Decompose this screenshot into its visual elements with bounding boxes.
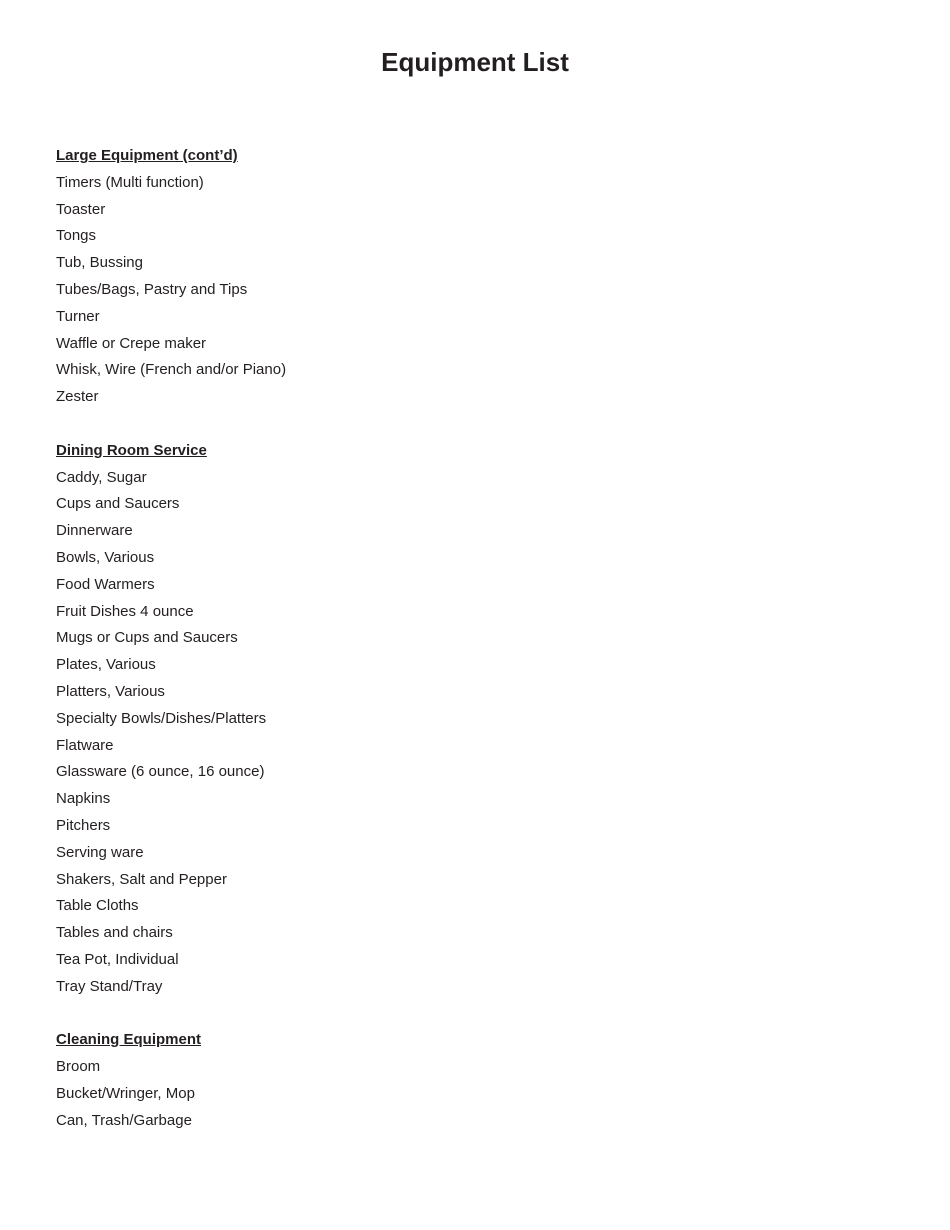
list-item: Mugs or Cups and Saucers — [56, 629, 238, 647]
list-item: Plates, Various — [56, 656, 156, 674]
list-item: Fruit Dishes 4 ounce — [56, 602, 194, 620]
list-item: Tub, Bussing — [56, 254, 143, 272]
list-item: Bucket/Wringer, Mop — [56, 1084, 195, 1102]
list-item: Platters, Various — [56, 682, 165, 700]
section-heading: Cleaning Equipment — [56, 1031, 202, 1049]
list-item: Tongs — [56, 227, 97, 245]
list-item: Glassware (6 ounce, 16 ounce) — [56, 763, 265, 781]
equipment-section — [56, 143, 286, 411]
list-item: Dinnerware — [56, 522, 133, 540]
list-item: Tubes/Bags, Pastry and Tips — [56, 280, 248, 298]
list-item: Broom — [56, 1058, 101, 1076]
equipment-section — [56, 1027, 286, 1134]
list-item: Shakers, Salt and Pepper — [56, 870, 227, 888]
list-item: Pitchers — [56, 816, 111, 834]
list-item: Food Warmers — [56, 575, 155, 593]
list-item: Flatware — [56, 736, 114, 754]
equipment-section — [56, 438, 286, 1001]
list-item: Turner — [56, 307, 100, 325]
list-item: Table Cloths — [56, 897, 139, 915]
list-item: Tray Stand/Tray — [56, 977, 163, 995]
list-item: Caddy, Sugar — [56, 468, 147, 486]
list-item: Tables and chairs — [56, 924, 173, 942]
list-item: Timers (Multi function) — [56, 173, 204, 191]
list-item: Toaster — [56, 200, 106, 218]
list-item: Napkins — [56, 790, 111, 808]
list-item: Serving ware — [56, 843, 144, 861]
list-item: Zester — [56, 388, 99, 406]
list-item: Tea Pot, Individual — [56, 950, 179, 968]
list-item: Waffle or Crepe maker — [56, 334, 207, 352]
list-item: Can, Trash/Garbage — [56, 1111, 192, 1129]
equipment-list — [56, 143, 286, 1161]
section-heading: Large Equipment (cont’d) — [56, 147, 238, 164]
list-item: Bowls, Various — [56, 548, 155, 566]
section-heading: Dining Room Service — [56, 441, 207, 459]
page-title: Equipment List — [381, 47, 569, 77]
list-item: Cups and Saucers — [56, 495, 180, 513]
list-item: Specialty Bowls/Dishes/Platters — [56, 709, 267, 727]
list-item: Whisk, Wire (French and/or Piano) — [56, 361, 287, 379]
